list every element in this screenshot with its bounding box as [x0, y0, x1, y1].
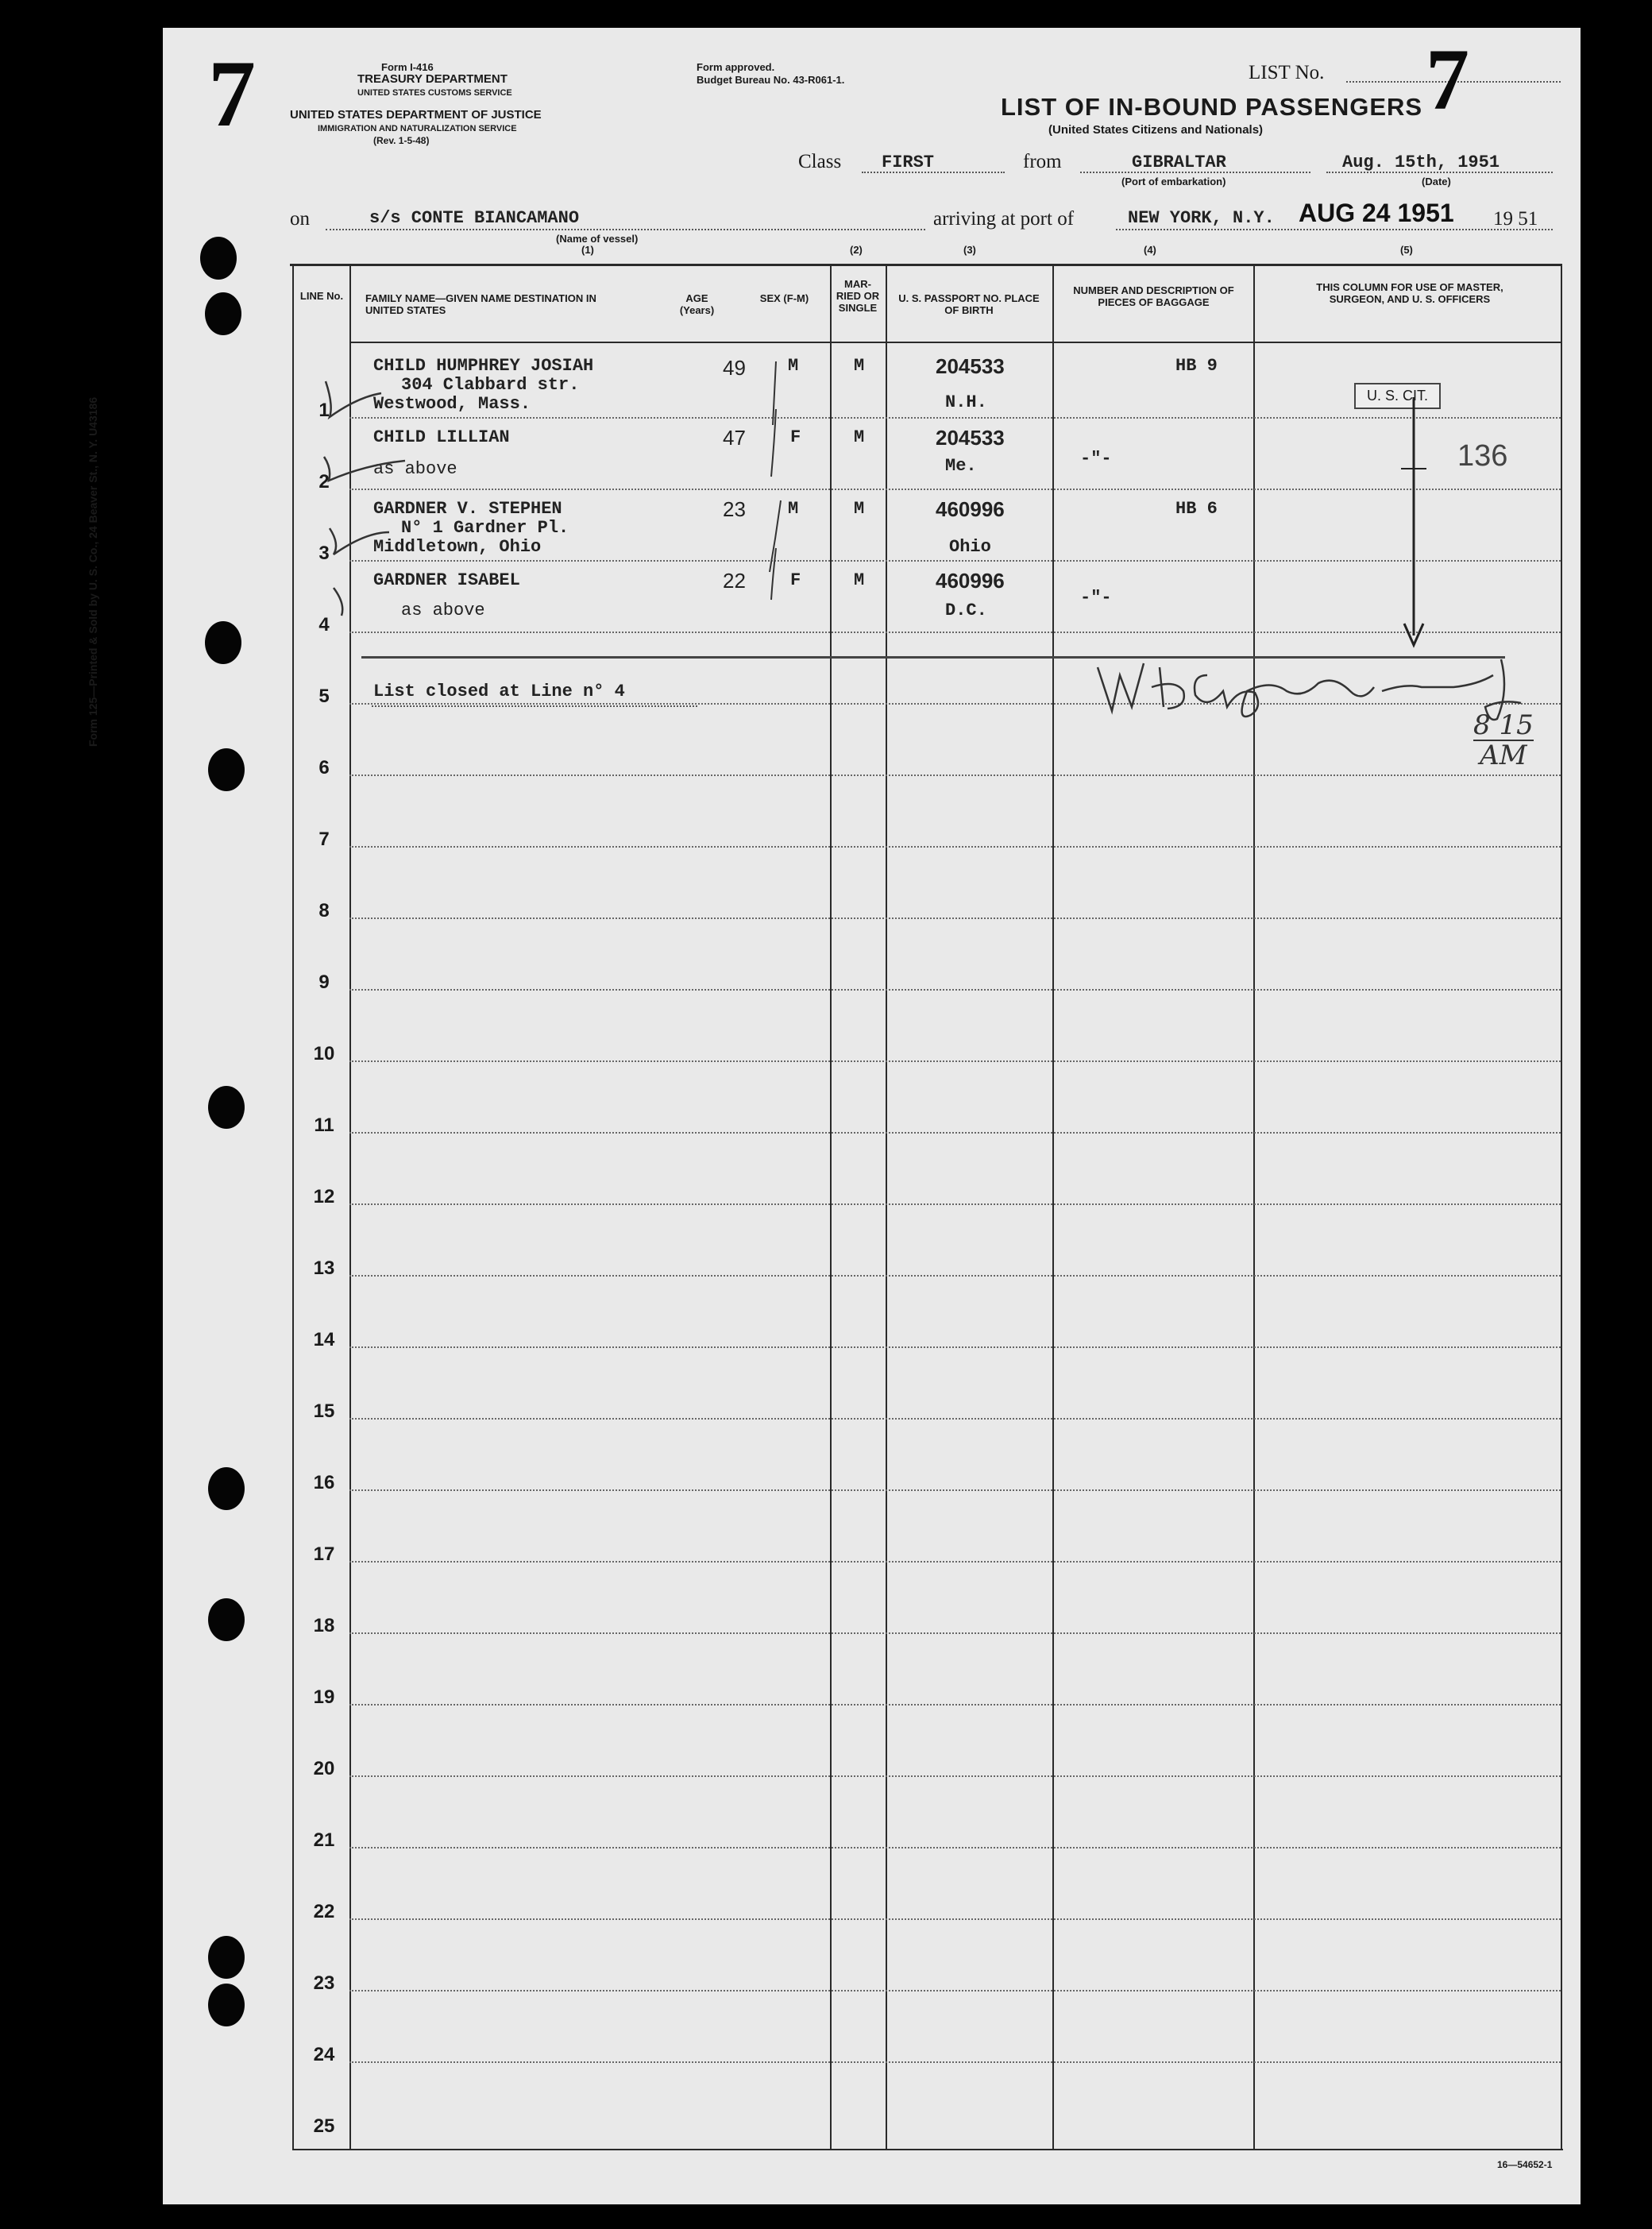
arrival-time — [1473, 711, 1534, 770]
passenger-passport: 460996 — [936, 569, 1005, 593]
passenger-address: as above — [401, 601, 485, 620]
date-caption: (Date) — [1422, 176, 1451, 187]
passenger-name: GARDNER ISABEL — [373, 570, 520, 590]
line-number: 3 — [318, 543, 330, 564]
line-number: 13 — [313, 1257, 335, 1279]
list-closed-note: List closed at Line n° 4 — [373, 682, 625, 701]
arrival-date-stamp: AUG 24 1951 — [1299, 199, 1454, 227]
passenger-age: 23 — [723, 497, 746, 521]
passenger-marital: M — [854, 427, 865, 447]
from-value: GIBRALTAR — [1132, 153, 1226, 172]
passenger-sex: F — [790, 427, 801, 447]
list-closed-underline — [372, 705, 697, 707]
passenger-birthplace: Ohio — [949, 537, 991, 557]
passenger-address: Middletown, Ohio — [373, 537, 542, 557]
row-line — [349, 1561, 1561, 1563]
row-line — [349, 1346, 1561, 1348]
check-mark — [324, 457, 405, 481]
col-header-line: LINE No. — [299, 290, 344, 302]
line-number: 7 — [318, 829, 330, 850]
line-number: 21 — [313, 1829, 335, 1851]
officers-col-left-border — [1253, 264, 1255, 2150]
vessel-name: s/s CONTE BIANCAMANO — [369, 208, 580, 228]
binder-hole — [208, 1598, 245, 1641]
line-number: 1 — [318, 400, 330, 421]
line-number: 4 — [318, 614, 330, 635]
passenger-name: GARDNER V. STEPHEN — [373, 499, 562, 519]
line-number: 5 — [318, 686, 330, 707]
form-approved: Form approved. — [697, 61, 775, 73]
row-line — [349, 1418, 1561, 1420]
line-number: 23 — [313, 1972, 335, 1994]
line-number: 14 — [313, 1329, 335, 1350]
inspector-signature — [1088, 643, 1533, 731]
line-number: 19 — [313, 1686, 335, 1708]
row-line — [349, 1632, 1561, 1634]
line-number: 12 — [313, 1186, 335, 1207]
line-number: 22 — [313, 1901, 335, 1922]
check-mark — [330, 528, 389, 554]
check-mark — [326, 381, 381, 417]
row-line — [349, 632, 1561, 633]
passenger-age: 22 — [723, 569, 746, 593]
row-line — [349, 1489, 1561, 1491]
col-header-baggage: NUMBER AND DESCRIPTION OF PIECES OF BAGGAGE — [1073, 284, 1234, 308]
col-num-3: (3) — [963, 244, 976, 256]
vessel-line — [326, 229, 925, 230]
line-number: 10 — [313, 1043, 335, 1064]
line-number: 25 — [313, 2115, 335, 2137]
col-num-4: (4) — [1144, 244, 1156, 256]
row-line — [349, 1275, 1561, 1277]
row-line — [349, 917, 1561, 919]
passenger-birthplace: D.C. — [945, 601, 987, 620]
check-marks — [310, 373, 755, 628]
line-number: 8 — [318, 900, 330, 921]
passenger-age: 47 — [723, 426, 746, 450]
manifest-page — [163, 28, 1581, 2204]
vessel-colnum: (1) — [581, 244, 594, 256]
check-mark — [334, 588, 342, 616]
passenger-birthplace: N.H. — [945, 392, 987, 412]
passenger-marital: M — [854, 356, 865, 376]
binder-hole — [208, 748, 245, 791]
passenger-baggage: -"- — [1080, 588, 1112, 608]
row-line — [349, 1990, 1561, 1991]
treasury-dept: TREASURY DEPARTMENT — [357, 72, 508, 86]
line-number: 11 — [314, 1114, 334, 1136]
ins-service: IMMIGRATION AND NATURALIZATION SERVICE — [318, 124, 517, 133]
table-bottom-border — [292, 2149, 1563, 2150]
row-line — [349, 1203, 1561, 1205]
binder-hole — [208, 1086, 245, 1129]
line-number: 9 — [318, 972, 330, 993]
row-line — [349, 2061, 1561, 2063]
passenger-name: CHILD HUMPHREY JOSIAH — [373, 356, 594, 376]
line-number: 17 — [313, 1543, 335, 1565]
binder-hole — [205, 621, 241, 664]
passenger-address: as above — [373, 459, 457, 479]
row-line — [349, 1132, 1561, 1134]
row-line — [349, 775, 1561, 776]
from-label: from — [1023, 151, 1062, 172]
corner-list-number: 7 — [208, 41, 256, 146]
baggage-col-left-border — [1052, 264, 1054, 2150]
col-header-passport: U. S. PASSPORT NO. PLACE OF BIRTH — [898, 292, 1040, 316]
line-number: 2 — [318, 471, 330, 493]
form-number: Form I-416 — [381, 61, 434, 73]
passenger-address: Westwood, Mass. — [373, 394, 531, 414]
date-value: Aug. 15th, 1951 — [1342, 153, 1500, 172]
class-label: Class — [798, 151, 842, 172]
sex-column-strokes — [758, 361, 790, 616]
line-number: 6 — [318, 757, 330, 778]
arriving-label: arriving at port of — [933, 208, 1075, 230]
col-header-age: AGE (Years) — [679, 292, 715, 316]
binder-hole — [208, 1467, 245, 1510]
us-citizen-stamp: U. S. CIT. — [1354, 383, 1441, 409]
footer-code: 16—54652-1 — [1497, 2159, 1553, 2170]
on-label: on — [290, 208, 310, 230]
passenger-sex: M — [788, 499, 799, 519]
row-line — [349, 1775, 1561, 1777]
col-header-sex: SEX (F-M) — [759, 292, 809, 304]
line-number: 18 — [313, 1615, 335, 1636]
col-header-married: MAR-RIED OR SINGLE — [836, 278, 880, 314]
passenger-marital: M — [854, 499, 865, 519]
col-header-officers: THIS COLUMN FOR USE OF MASTER, SURGEON, AND U. S. OFFICERS — [1316, 281, 1503, 305]
justice-dept: UNITED STATES DEPARTMENT OF JUSTICE — [290, 108, 542, 122]
passenger-sex: F — [790, 570, 801, 590]
table-right-border — [1561, 264, 1562, 2150]
passenger-baggage: HB 9 — [1175, 356, 1218, 376]
arrival-time-hour: 8 15 — [1473, 709, 1534, 741]
line-number: 20 — [313, 1758, 335, 1779]
arrival-time-ampm: AM — [1473, 740, 1534, 770]
table-left-border — [292, 264, 294, 2150]
class-value: FIRST — [882, 153, 935, 172]
binder-hole — [208, 1984, 245, 2026]
revision-date: (Rev. 1-5-48) — [373, 135, 430, 146]
page-title: LIST OF IN-BOUND PASSENGERS — [1001, 93, 1423, 121]
officer-arrow — [1398, 397, 1430, 651]
line-number: 16 — [313, 1472, 335, 1493]
port-line — [1116, 229, 1553, 230]
row-line — [349, 1704, 1561, 1706]
passport-col-left-border — [886, 264, 887, 2150]
customs-service: UNITED STATES CUSTOMS SERVICE — [357, 88, 512, 98]
row-line — [349, 846, 1561, 848]
passenger-baggage: -"- — [1080, 449, 1112, 469]
budget-bureau: Budget Bureau No. 43-R061-1. — [697, 74, 845, 86]
row-line — [349, 1847, 1561, 1848]
col-num-2: (2) — [850, 244, 863, 256]
passenger-sex: M — [788, 356, 799, 376]
passenger-address: N° 1 Gardner Pl. — [401, 518, 569, 538]
binder-hole — [205, 292, 241, 335]
row-line — [349, 1060, 1561, 1062]
binder-hole — [208, 1936, 245, 1979]
col-header-name: FAMILY NAME—GIVEN NAME DESTINATION IN UNITED STATES — [365, 292, 596, 316]
table-top-border — [290, 264, 1561, 266]
passenger-address: 304 Clabbard str. — [401, 375, 580, 395]
line-number: 15 — [313, 1400, 335, 1422]
married-col-left-border — [830, 264, 832, 2150]
passenger-passport: 204533 — [936, 426, 1005, 450]
year-suffix: 19 51 — [1493, 208, 1538, 230]
list-no-value: 7 — [1426, 31, 1469, 128]
side-print-text: Form 125—Printed & Sold by U. S. Co., 24 Beaver St., N. Y. U43186 — [87, 396, 99, 747]
officer-count: 136 — [1457, 439, 1508, 473]
passenger-age: 49 — [723, 356, 746, 380]
page-subtitle: (United States Citizens and Nationals) — [1048, 123, 1264, 137]
vessel-caption: (Name of vessel) — [556, 233, 639, 245]
port-embark-caption: (Port of embarkation) — [1121, 176, 1226, 187]
row-line — [349, 989, 1561, 991]
passenger-passport: 460996 — [936, 497, 1005, 521]
passenger-birthplace: Me. — [945, 456, 977, 476]
arrival-port: NEW YORK, N.Y. — [1128, 208, 1275, 228]
row-line — [349, 1918, 1561, 1920]
header-bottom-border — [349, 342, 1561, 343]
passenger-marital: M — [854, 570, 865, 590]
col-num-5: (5) — [1400, 244, 1413, 256]
line-number: 24 — [313, 2044, 335, 2065]
passenger-passport: 204533 — [936, 354, 1005, 378]
passenger-baggage: HB 6 — [1175, 499, 1218, 519]
passenger-name: CHILD LILLIAN — [373, 427, 510, 447]
binder-hole — [200, 237, 237, 280]
list-no-label: LIST No. — [1249, 62, 1325, 83]
